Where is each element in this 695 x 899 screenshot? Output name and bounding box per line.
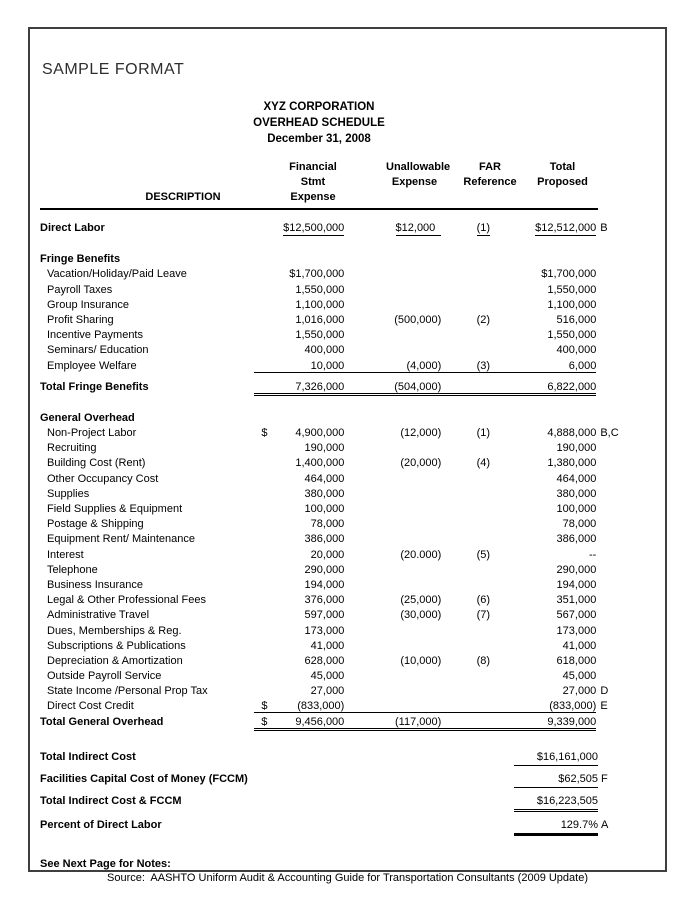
summary-label: Total Indirect Cost <box>40 750 136 763</box>
financial-value: 194,000 <box>304 578 345 591</box>
unallowable-value: (12,000) <box>400 427 442 440</box>
table-row <box>40 284 638 299</box>
financial-value: 400,000 <box>304 344 345 357</box>
row-label: Non-Project Labor <box>47 427 137 440</box>
row-values <box>254 314 596 326</box>
financial-value: 7,326,000 <box>295 380 345 393</box>
cell-financial-stmt-expense <box>254 640 344 652</box>
total-proposed-value: 290,000 <box>556 563 597 576</box>
table-row <box>40 314 638 329</box>
cell-total-proposed <box>525 609 596 621</box>
cell-total-proposed <box>525 299 596 311</box>
row-values <box>254 579 596 591</box>
row-values <box>254 268 596 280</box>
table-row <box>40 427 638 442</box>
cell-far-reference <box>441 427 525 439</box>
row-label: Incentive Payments <box>47 329 143 342</box>
cell-financial-stmt-expense <box>254 344 344 356</box>
summary-section <box>40 751 667 836</box>
total-proposed-value: 9,339,000 <box>547 715 597 728</box>
table-row <box>40 655 638 670</box>
header-total-proposed: Total Proposed <box>537 161 588 188</box>
summary-row <box>40 819 667 836</box>
summary-value: $16,161,000 <box>514 751 598 766</box>
row-values <box>254 564 596 576</box>
cell-unallowable-expense <box>344 381 441 393</box>
cell-financial-stmt-expense <box>254 670 344 682</box>
financial-value: 20,000 <box>310 548 345 561</box>
cell-unallowable-expense <box>344 314 441 326</box>
row-values <box>254 299 596 311</box>
financial-value: 376,000 <box>304 594 345 607</box>
total-proposed-value: 78,000 <box>562 518 597 531</box>
row-values <box>254 670 596 682</box>
row-values <box>254 442 596 454</box>
total-proposed-value: 400,000 <box>556 344 597 357</box>
see-notes-line: See Next Page for Notes: <box>40 857 171 870</box>
table-row <box>40 381 638 396</box>
row-label: Administrative Travel <box>47 609 150 622</box>
header-unallowable-expense: Unallowable Expense <box>386 161 451 188</box>
cell-financial-stmt-expense <box>254 518 344 530</box>
financial-value: 10,000 <box>310 359 345 372</box>
cell-far-reference <box>441 594 525 606</box>
far-reference-value: (3) <box>476 359 491 372</box>
summary-label: Total Indirect Cost & FCCM <box>40 794 182 807</box>
cell-financial-stmt-expense <box>254 427 344 439</box>
cell-total-proposed <box>525 564 596 576</box>
summary-label: Percent of Direct Labor <box>40 818 162 831</box>
total-proposed-value: 1,380,000 <box>547 457 597 470</box>
row-label: Outside Payroll Service <box>47 670 162 683</box>
header-description: DESCRIPTION <box>145 191 221 203</box>
financial-value: 628,000 <box>304 654 345 667</box>
row-label: Recruiting <box>47 442 97 455</box>
cell-financial-stmt-expense <box>254 700 344 712</box>
table-body <box>40 222 638 731</box>
cell-total-proposed <box>525 488 596 500</box>
cell-total-proposed <box>525 457 596 469</box>
far-reference-value: (2) <box>476 313 491 326</box>
cell-total-proposed <box>525 268 596 280</box>
cell-far-reference <box>441 360 525 372</box>
table-row <box>40 518 638 533</box>
row-label: Supplies <box>47 487 90 500</box>
financial-value: 1,550,000 <box>295 329 345 342</box>
cell-total-proposed <box>525 716 596 728</box>
far-reference-value: (1) <box>476 222 491 234</box>
cell-far-reference <box>441 549 525 561</box>
total-proposed-value: 6,822,000 <box>547 380 597 393</box>
cell-total-proposed <box>525 381 596 393</box>
cell-financial-stmt-expense <box>254 564 344 576</box>
row-label: Total General Overhead <box>40 715 164 728</box>
row-label: State Income /Personal Prop Tax <box>47 685 208 698</box>
dollar-sign: $ <box>261 427 268 440</box>
financial-value: 9,456,000 <box>295 715 345 728</box>
sample-format-watermark: SAMPLE FORMAT <box>42 61 185 78</box>
total-proposed-value: 194,000 <box>556 578 597 591</box>
cell-financial-stmt-expense <box>254 488 344 500</box>
cell-financial-stmt-expense <box>254 594 344 606</box>
cell-financial-stmt-expense <box>254 685 344 697</box>
financial-value: 290,000 <box>304 563 345 576</box>
source-citation: Source: AASHTO Uniform Audit & Accounting Guide for Transportation Consultants (2009 Update) <box>107 872 588 884</box>
unallowable-value: (20.000) <box>400 548 442 561</box>
cell-total-proposed <box>525 700 596 712</box>
row-label: Telephone <box>47 563 98 576</box>
overhead-schedule-table <box>40 160 638 731</box>
table-row <box>40 594 638 609</box>
table-row <box>40 533 638 548</box>
table-row <box>40 268 638 283</box>
unallowable-value: (10,000) <box>400 654 442 667</box>
far-reference-value: (4) <box>476 457 491 470</box>
summary-row <box>40 773 667 788</box>
summary-value: 129.7% <box>514 819 598 836</box>
financial-value: 41,000 <box>310 639 345 652</box>
row-values <box>254 594 596 606</box>
row-label: Postage & Shipping <box>47 518 144 531</box>
row-values <box>254 360 596 373</box>
far-reference-value: (1) <box>476 427 491 440</box>
total-proposed-value: 380,000 <box>556 487 597 500</box>
row-values <box>254 222 596 236</box>
summary-value: $62,505 <box>514 773 598 788</box>
financial-value: 464,000 <box>304 472 345 485</box>
table-row <box>40 670 638 685</box>
row-values <box>254 609 596 621</box>
row-label: Interest <box>47 548 84 561</box>
cell-total-proposed <box>525 640 596 652</box>
row-label: Employee Welfare <box>47 359 137 372</box>
row-label: Group Insurance <box>47 298 129 311</box>
financial-value: 27,000 <box>310 685 345 698</box>
cell-total-proposed <box>525 594 596 606</box>
far-reference-value: (6) <box>476 594 491 607</box>
row-values <box>254 488 596 500</box>
document-page <box>28 27 667 872</box>
row-values <box>254 503 596 515</box>
total-proposed-value: 4,888,000 <box>547 427 597 440</box>
table-row <box>40 473 638 488</box>
dollar-sign: $ <box>261 715 268 728</box>
total-proposed-value: $12,512,000 <box>535 222 597 234</box>
total-proposed-value: $1,700,000 <box>541 268 597 281</box>
financial-value: 4,900,000 <box>295 427 345 440</box>
row-values <box>254 700 596 713</box>
cell-financial-stmt-expense <box>254 579 344 591</box>
row-label: Depreciation & Amortization <box>47 654 183 667</box>
table-row <box>40 609 638 624</box>
table-row <box>40 360 638 375</box>
summary-note-reference: F <box>601 772 608 785</box>
cell-unallowable-expense <box>344 457 441 469</box>
total-proposed-value: (833,000) <box>549 700 597 713</box>
table-row <box>40 685 638 700</box>
cell-financial-stmt-expense <box>254 223 344 236</box>
total-proposed-value: 190,000 <box>556 442 597 455</box>
table-row <box>40 564 638 579</box>
row-label: Seminars/ Education <box>47 344 149 357</box>
cell-unallowable-expense <box>344 549 441 561</box>
row-label: Business Insurance <box>47 578 143 591</box>
table-row <box>40 329 638 344</box>
unallowable-value: (504,000) <box>394 380 442 393</box>
row-label: Vacation/Holiday/Paid Leave <box>47 268 187 281</box>
cell-unallowable-expense <box>344 655 441 667</box>
row-values <box>254 473 596 485</box>
cell-unallowable-expense <box>344 609 441 621</box>
summary-value: $16,223,505 <box>514 795 598 812</box>
table-row <box>40 549 638 564</box>
row-values <box>254 344 596 356</box>
row-label: Other Occupancy Cost <box>47 472 159 485</box>
row-label: Profit Sharing <box>47 313 114 326</box>
financial-value: 1,016,000 <box>295 313 345 326</box>
financial-value: (833,000) <box>297 700 345 713</box>
total-proposed-value: 1,550,000 <box>547 283 597 296</box>
row-label: Fringe Benefits <box>40 253 121 266</box>
cell-financial-stmt-expense <box>254 442 344 454</box>
financial-value: 380,000 <box>304 487 345 500</box>
row-values <box>254 716 596 731</box>
cell-financial-stmt-expense <box>254 625 344 637</box>
schedule-date: December 31, 2008 <box>267 133 371 145</box>
cell-financial-stmt-expense <box>254 314 344 326</box>
unallowable-value: (4,000) <box>406 359 442 372</box>
table-row <box>40 344 638 359</box>
cell-total-proposed <box>525 625 596 637</box>
cell-total-proposed <box>525 503 596 515</box>
cell-financial-stmt-expense <box>254 299 344 311</box>
cell-financial-stmt-expense <box>254 503 344 515</box>
cell-total-proposed <box>525 549 596 561</box>
cell-financial-stmt-expense <box>254 716 344 728</box>
unallowable-value: (117,000) <box>395 715 442 728</box>
cell-far-reference <box>441 314 525 326</box>
table-row <box>40 625 638 640</box>
cell-total-proposed <box>525 442 596 454</box>
row-label: Equipment Rent/ Maintenance <box>47 533 195 546</box>
table-row <box>40 503 638 518</box>
cell-total-proposed <box>525 518 596 530</box>
header-far-reference: FAR Reference <box>463 161 517 188</box>
row-label: Field Supplies & Equipment <box>47 503 183 515</box>
financial-value: 386,000 <box>304 533 345 546</box>
cell-financial-stmt-expense <box>254 533 344 545</box>
table-row <box>40 457 638 472</box>
table-row <box>40 640 638 655</box>
cell-total-proposed <box>525 344 596 356</box>
cell-financial-stmt-expense <box>254 284 344 296</box>
table-row <box>40 716 638 731</box>
financial-value: 78,000 <box>310 518 345 531</box>
row-values <box>254 640 596 652</box>
cell-unallowable-expense <box>344 222 441 236</box>
table-header-row <box>40 160 598 210</box>
dollar-sign: $ <box>261 700 268 713</box>
row-values <box>254 549 596 561</box>
cell-total-proposed <box>525 222 596 236</box>
cell-financial-stmt-expense <box>254 549 344 561</box>
far-reference-value: (7) <box>476 609 491 622</box>
cell-total-proposed <box>525 427 596 439</box>
note-reference: B <box>600 222 608 234</box>
financial-value: 1,550,000 <box>295 283 345 296</box>
cell-unallowable-expense <box>344 427 441 439</box>
total-proposed-value: 567,000 <box>556 609 597 622</box>
row-label: Legal & Other Professional Fees <box>47 594 206 607</box>
cell-financial-stmt-expense <box>254 268 344 280</box>
company-title: XYZ CORPORATION <box>263 101 375 113</box>
cell-far-reference <box>441 655 525 667</box>
financial-value: $1,700,000 <box>289 268 345 281</box>
cell-total-proposed <box>525 284 596 296</box>
summary-note-reference: A <box>601 818 609 831</box>
note-reference: E <box>600 700 608 713</box>
document-titles <box>40 99 598 147</box>
cell-unallowable-expense <box>344 594 441 606</box>
cell-total-proposed <box>525 473 596 485</box>
row-label: General Overhead <box>40 411 135 424</box>
cell-total-proposed <box>525 360 596 372</box>
row-values <box>254 329 596 341</box>
cell-total-proposed <box>525 314 596 326</box>
total-proposed-value: 100,000 <box>556 503 597 515</box>
table-row <box>40 412 638 427</box>
cell-total-proposed <box>525 685 596 697</box>
table-row <box>40 442 638 457</box>
cell-total-proposed <box>525 655 596 667</box>
financial-value: $12,500,000 <box>283 222 345 234</box>
cell-financial-stmt-expense <box>254 473 344 485</box>
cell-unallowable-expense <box>344 716 441 728</box>
total-proposed-value: 173,000 <box>556 624 597 637</box>
row-label: Payroll Taxes <box>47 283 113 296</box>
financial-value: 1,400,000 <box>295 457 345 470</box>
total-proposed-value: 1,100,000 <box>547 298 597 311</box>
summary-label: Facilities Capital Cost of Money (FCCM) <box>40 772 248 785</box>
cell-financial-stmt-expense <box>254 360 344 372</box>
total-proposed-value: 6,000 <box>568 359 597 372</box>
row-values <box>254 457 596 469</box>
cell-total-proposed <box>525 579 596 591</box>
table-row <box>40 222 638 237</box>
row-values <box>254 625 596 637</box>
total-proposed-value: 618,000 <box>556 654 597 667</box>
total-proposed-value: 45,000 <box>562 670 597 683</box>
financial-value: 1,100,000 <box>295 298 345 311</box>
row-label: Direct Labor <box>40 222 105 234</box>
financial-value: 173,000 <box>304 624 345 637</box>
row-label: Subscriptions & Publications <box>47 639 186 652</box>
cell-financial-stmt-expense <box>254 655 344 667</box>
total-proposed-value: 464,000 <box>556 472 597 485</box>
table-row <box>40 700 638 715</box>
total-proposed-value: 41,000 <box>562 639 597 652</box>
cell-far-reference <box>441 457 525 469</box>
row-label: Direct Cost Credit <box>47 700 134 713</box>
total-proposed-value: -- <box>588 548 597 561</box>
financial-value: 45,000 <box>310 670 345 683</box>
row-label: Building Cost (Rent) <box>47 457 146 470</box>
row-values <box>254 381 596 396</box>
cell-total-proposed <box>525 670 596 682</box>
row-values <box>254 284 596 296</box>
cell-financial-stmt-expense <box>254 609 344 621</box>
unallowable-value: (500,000) <box>394 313 442 326</box>
summary-row <box>40 751 667 766</box>
far-reference-value: (8) <box>476 654 491 667</box>
table-row <box>40 579 638 594</box>
cell-far-reference <box>441 609 525 621</box>
unallowable-value: (30,000) <box>400 609 442 622</box>
far-reference-value: (5) <box>476 548 491 561</box>
table-row <box>40 488 638 503</box>
cell-financial-stmt-expense <box>254 381 344 393</box>
total-proposed-value: 1,550,000 <box>547 329 597 342</box>
row-values <box>254 685 596 697</box>
row-values <box>254 533 596 545</box>
cell-financial-stmt-expense <box>254 329 344 341</box>
total-proposed-value: 386,000 <box>556 533 597 546</box>
row-label: Dues, Memberships & Reg. <box>47 624 182 637</box>
total-proposed-value: 351,000 <box>556 594 597 607</box>
row-label: Total Fringe Benefits <box>40 380 149 393</box>
cell-financial-stmt-expense <box>254 457 344 469</box>
table-row <box>40 253 638 268</box>
unallowable-value: (25,000) <box>400 594 442 607</box>
row-values <box>254 518 596 530</box>
cell-unallowable-expense <box>344 360 441 372</box>
unallowable-value: $12,000 <box>396 223 442 236</box>
unallowable-value: (20,000) <box>400 457 442 470</box>
financial-value: 190,000 <box>304 442 345 455</box>
total-proposed-value: 516,000 <box>556 313 597 326</box>
row-values <box>254 655 596 667</box>
note-reference: D <box>600 685 609 698</box>
summary-row <box>40 795 667 812</box>
cell-total-proposed <box>525 533 596 545</box>
financial-value: 100,000 <box>304 503 345 515</box>
table-row <box>40 299 638 314</box>
schedule-title: OVERHEAD SCHEDULE <box>253 117 385 129</box>
header-financial-stmt-expense: Financial Stmt Expense <box>289 161 337 203</box>
cell-far-reference <box>441 222 525 236</box>
total-proposed-value: 27,000 <box>562 685 597 698</box>
note-reference: B,C <box>600 427 619 440</box>
row-values <box>254 427 596 439</box>
financial-value: 597,000 <box>304 609 345 622</box>
cell-total-proposed <box>525 329 596 341</box>
